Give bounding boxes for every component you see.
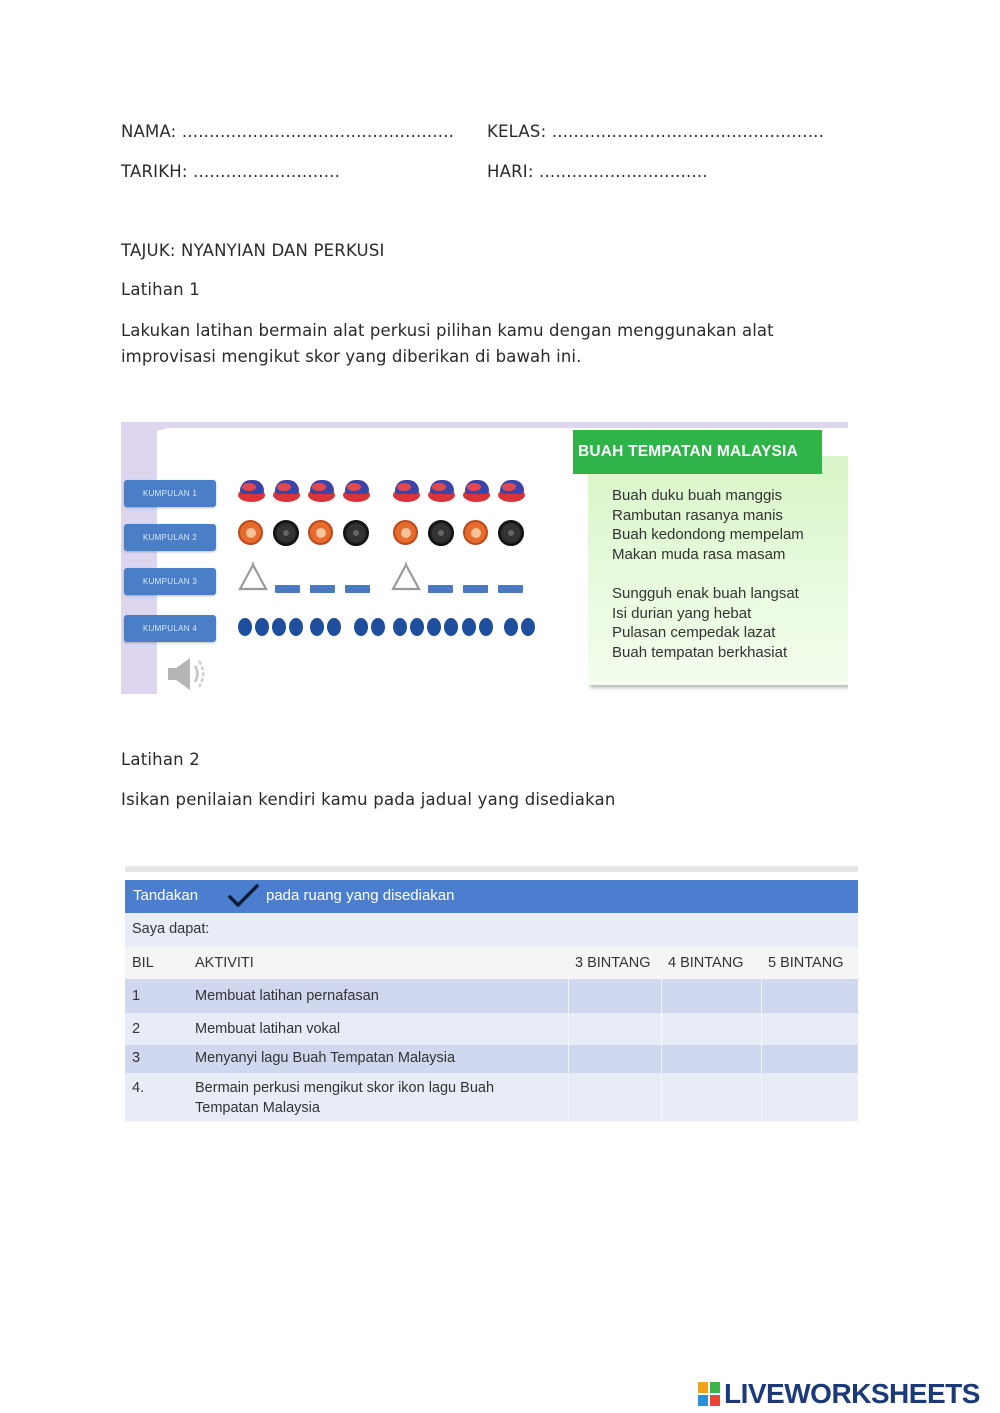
latihan1-title: Latihan 1 — [121, 280, 200, 299]
triangle-icon — [238, 562, 268, 592]
latihan2-title: Latihan 2 — [121, 750, 200, 769]
group-2-button[interactable]: KUMPULAN 2 — [124, 524, 216, 551]
frame-band — [121, 422, 157, 694]
table-header — [125, 880, 858, 913]
table-column-headers — [125, 947, 858, 979]
logo-icon — [698, 1382, 720, 1406]
hari-field: HARI: ............................... — [487, 162, 708, 181]
cell-4-bintang[interactable] — [661, 1013, 761, 1045]
cap-icon — [343, 480, 369, 502]
oval-icon — [354, 618, 368, 636]
cell-5-bintang[interactable] — [761, 1045, 858, 1073]
oval-icon — [410, 618, 424, 636]
col-4-bintang: 4 BINTANG — [668, 955, 744, 971]
col-5-bintang: 5 BINTANG — [768, 955, 844, 971]
glove-icon — [308, 520, 333, 545]
table-row — [125, 1073, 858, 1121]
glove-icon — [393, 520, 418, 545]
row-aktiviti: Bermain perkusi mengikut skor ikon lagu Buah — [195, 1080, 495, 1096]
oval-icon — [255, 618, 269, 636]
disc-icon — [498, 520, 524, 546]
lyric-line: Buah duku buah manggis — [612, 487, 783, 504]
cap-icon — [238, 480, 264, 502]
oval-icon — [272, 618, 286, 636]
cell-3-bintang[interactable] — [568, 979, 661, 1013]
kelas-field: KELAS: .................................................. — [487, 122, 825, 141]
oval-icon — [289, 618, 303, 636]
oval-icon — [427, 618, 441, 636]
table-header-left: Tandakan — [133, 887, 199, 904]
cell-5-bintang[interactable] — [761, 1013, 858, 1045]
oval-icon — [504, 618, 518, 636]
disc-icon — [273, 520, 299, 546]
latihan2-instruction: Isikan penilaian kendiri kamu pada jadual yang disediakan — [121, 790, 616, 809]
row-aktiviti: Membuat latihan vokal — [195, 1021, 341, 1037]
nama-field: NAMA: .................................................. — [121, 122, 455, 141]
instruction-line: improvisasi mengikut skor yang diberikan di bawah ini. — [121, 347, 582, 366]
lyric-line: Sungguh enak buah langsat — [612, 585, 799, 602]
lyric-line: Isi durian yang hebat — [612, 605, 752, 622]
cell-3-bintang[interactable] — [568, 1073, 661, 1121]
cap-icon — [498, 480, 524, 502]
cell-3-bintang[interactable] — [568, 1045, 661, 1073]
oval-icon — [238, 618, 252, 636]
score-image — [121, 422, 848, 694]
dash-icon — [463, 585, 488, 593]
col-bil: BIL — [132, 955, 154, 971]
cell-4-bintang[interactable] — [661, 979, 761, 1013]
oval-icon — [371, 618, 385, 636]
table-row — [125, 1045, 858, 1073]
lyric-line: Makan muda rasa masam — [612, 546, 786, 563]
dash-icon — [310, 585, 335, 593]
lyrics-title: BUAH TEMPATAN MALAYSIA — [573, 430, 822, 474]
lyric-line: Buah kedondong mempelam — [612, 526, 804, 543]
oval-icon — [521, 618, 535, 636]
table-row — [125, 979, 858, 1013]
subheader-text: Saya dapat: — [132, 921, 210, 937]
instruction-line: Lakukan latihan bermain alat perkusi pilihan kamu dengan menggunakan alat — [121, 321, 774, 340]
col-3-bintang: 3 BINTANG — [575, 955, 651, 971]
cap-icon — [463, 480, 489, 502]
row-bil: 3 — [132, 1050, 141, 1066]
row-bil: 4. — [132, 1080, 145, 1096]
glove-icon — [238, 520, 263, 545]
group-3-button[interactable]: KUMPULAN 3 — [124, 568, 216, 595]
row-bil: 1 — [132, 988, 141, 1004]
cap-icon — [428, 480, 454, 502]
oval-icon — [462, 618, 476, 636]
assessment-table — [125, 866, 858, 1121]
tarikh-field: TARIKH: ........................... — [121, 162, 341, 181]
cell-5-bintang[interactable] — [761, 1073, 858, 1121]
oval-icon — [444, 618, 458, 636]
dash-icon — [428, 585, 453, 593]
cell-4-bintang[interactable] — [661, 1073, 761, 1121]
checkmark-icon — [226, 883, 260, 909]
lyric-line: Pulasan cempedak lazat — [612, 624, 776, 641]
oval-icon — [327, 618, 341, 636]
latihan1-instruction — [121, 318, 841, 370]
disc-icon — [343, 520, 369, 546]
cap-icon — [393, 480, 419, 502]
oval-icon — [393, 618, 407, 636]
lyric-line: Rambutan rasanya manis — [612, 507, 783, 524]
row-aktiviti: Membuat latihan pernafasan — [195, 988, 379, 1004]
group-4-button[interactable]: KUMPULAN 4 — [124, 615, 216, 642]
triangle-icon — [391, 562, 421, 592]
oval-icon — [310, 618, 324, 636]
cell-3-bintang[interactable] — [568, 1013, 661, 1045]
group-1-button[interactable]: KUMPULAN 1 — [124, 480, 216, 507]
dash-icon — [345, 585, 370, 593]
table-header-right: pada ruang yang disediakan — [266, 887, 455, 904]
table-row — [125, 1013, 858, 1045]
cell-5-bintang[interactable] — [761, 979, 858, 1013]
table-subheader — [125, 913, 858, 947]
glove-icon — [463, 520, 488, 545]
lyric-line: Buah tempatan berkhasiat — [612, 644, 788, 661]
row-aktiviti: Tempatan Malaysia — [195, 1100, 320, 1116]
disc-icon — [428, 520, 454, 546]
page-title: TAJUK: NYANYIAN DAN PERKUSI — [121, 241, 385, 260]
oval-icon — [479, 618, 493, 636]
row-bil: 2 — [132, 1021, 141, 1037]
cell-4-bintang[interactable] — [661, 1045, 761, 1073]
logo-text: LIVEWORKSHEETS — [724, 1378, 980, 1409]
col-aktiviti: AKTIVITI — [195, 955, 254, 971]
dash-icon — [275, 585, 300, 593]
row-aktiviti: Menyanyi lagu Buah Tempatan Malaysia — [195, 1050, 456, 1066]
dash-icon — [498, 585, 523, 593]
cap-icon — [308, 480, 334, 502]
speaker-icon[interactable] — [166, 654, 221, 694]
cap-icon — [273, 480, 299, 502]
